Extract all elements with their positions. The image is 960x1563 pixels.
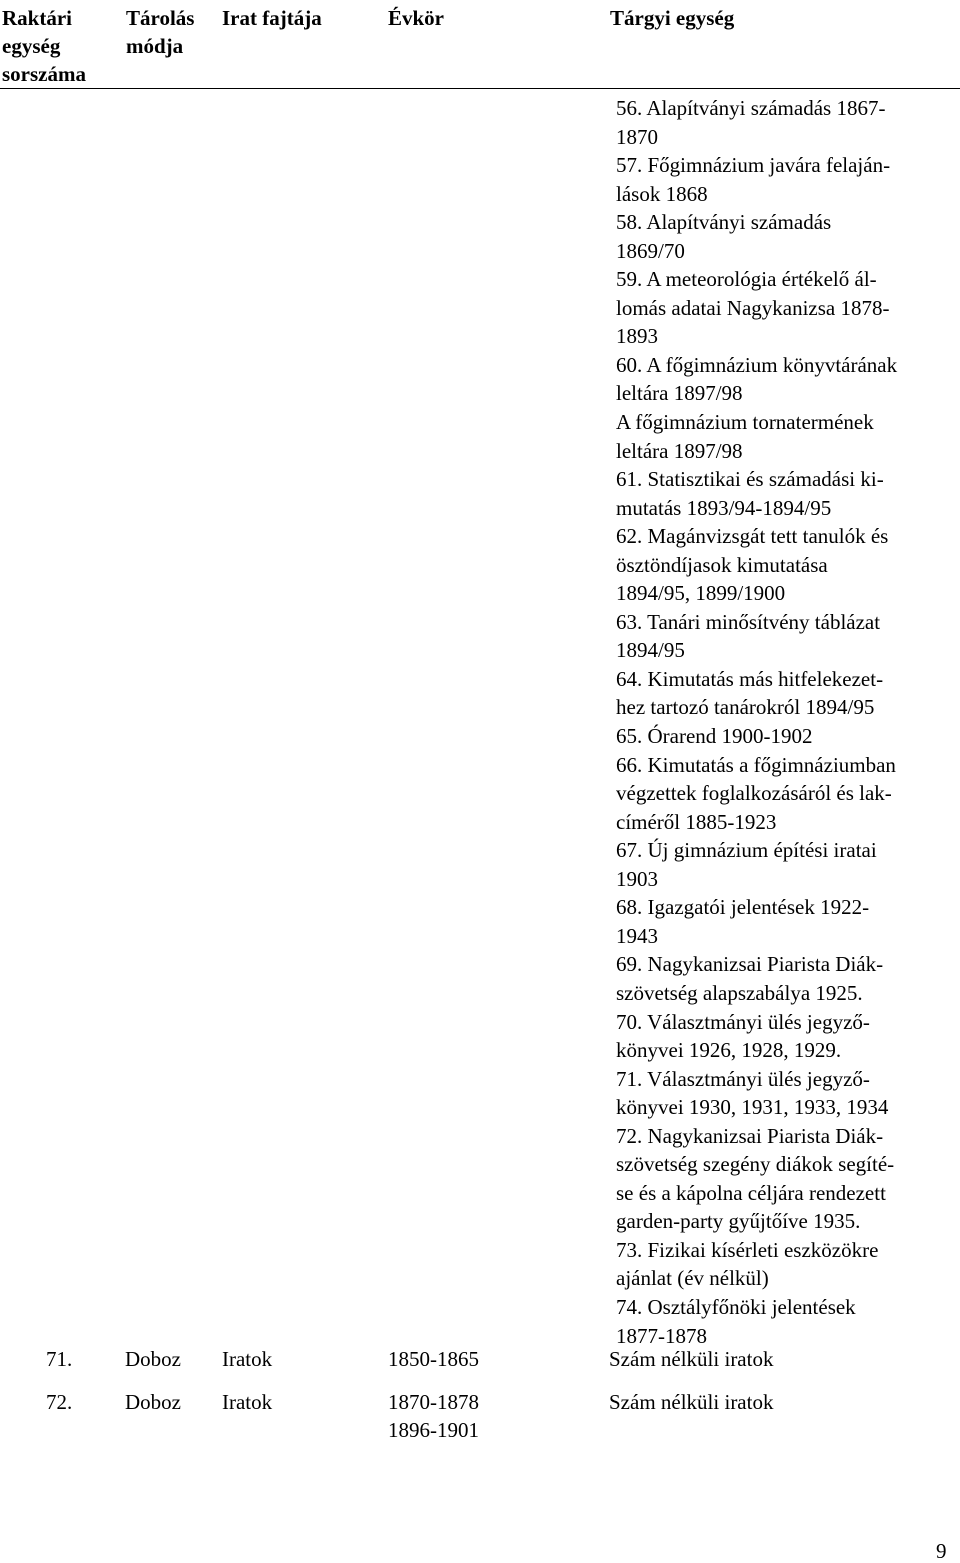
subject-item-line: címéről 1885-1923 (616, 809, 777, 834)
subject-item-line: 1903 (616, 866, 658, 891)
subject-item-line: 57. Főgimnázium javára felaján- (616, 153, 891, 178)
subject-item (616, 208, 956, 265)
subject-item-line: lások 1868 (616, 181, 708, 206)
header-raktari-line: egység (2, 34, 61, 58)
row-years (388, 1345, 479, 1373)
subject-item-line: végzettek foglalkozásáról és lak- (616, 781, 892, 806)
subject-item (616, 151, 956, 208)
subject-item-line: ösztöndíjasok kimutatása (616, 552, 828, 577)
row-type: Iratok (222, 1347, 273, 1371)
subject-item (616, 665, 956, 722)
header-tarolas (126, 4, 194, 60)
subject-item-line: lomás adatai Nagykanizsa 1878- (616, 295, 890, 320)
header-evkor: Évkör (388, 6, 445, 30)
subject-item-line: 70. Választmányi ülés jegyző- (616, 1009, 870, 1034)
subject-item-line: könyvei 1926, 1928, 1929. (616, 1038, 842, 1063)
subject-item-line: mutatás 1893/94-1894/95 (616, 495, 832, 520)
page-number: 9 (936, 1539, 947, 1563)
subject-item (616, 751, 956, 837)
subject-item (616, 1236, 956, 1293)
subject-item (616, 1293, 956, 1350)
subject-item-line: 66. Kimutatás a főgimnáziumban (616, 752, 896, 777)
subject-item (616, 950, 956, 1007)
row-subject: Szám nélküli iratok (609, 1347, 774, 1371)
subject-item-line: 63. Tanári minősítvény táblázat (616, 609, 881, 634)
subject-item (616, 893, 956, 950)
subject-item-line: 73. Fizikai kísérleti eszközökre (616, 1237, 879, 1262)
subject-item (616, 1122, 956, 1236)
subject-item-line: 72. Nagykanizsai Piarista Diák- (616, 1123, 884, 1148)
subject-item-line: 74. Osztályfőnöki jelentések (616, 1294, 856, 1319)
subject-item (616, 265, 956, 351)
header-irat-fajtaja: Irat fajtája (222, 6, 322, 30)
row-type: Iratok (222, 1390, 273, 1414)
row-storage: Doboz (125, 1390, 181, 1414)
header-tarolas-line: módja (126, 34, 184, 58)
subject-item (616, 722, 956, 751)
subject-item-line: 1869/70 (616, 238, 685, 263)
header-raktari (2, 4, 86, 88)
subject-item-line: 1894/95 (616, 638, 685, 663)
subject-item-line: 64. Kimutatás más hitfelekezet- (616, 666, 884, 691)
subject-item-line: 68. Igazgatói jelentések 1922- (616, 895, 870, 920)
row-storage: Doboz (125, 1347, 181, 1371)
subject-item-line: 1943 (616, 923, 658, 948)
header-tarolas-line: Tárolás (126, 6, 195, 30)
row-years (388, 1388, 479, 1444)
subject-item (616, 94, 956, 151)
subject-item-line: könyvei 1930, 1931, 1933, 1934 (616, 1095, 889, 1120)
subject-item (616, 836, 956, 893)
subject-item (616, 351, 956, 465)
subject-item-line: 58. Alapítványi számadás (616, 210, 832, 235)
subject-item-line: garden-party gyűjtőíve 1935. (616, 1209, 861, 1234)
subject-item-line: 60. A főgimnázium könyvtárának (616, 352, 898, 377)
subject-item-line: 69. Nagykanizsai Piarista Diák- (616, 952, 884, 977)
subject-item-line: 62. Magánvizsgát tett tanulók és (616, 524, 889, 549)
subject-item-line: szövetség szegény diákok segíté- (616, 1152, 895, 1177)
row-years-line: 1870-1878 (388, 1390, 479, 1414)
subject-item-line: 1870 (616, 124, 658, 149)
subject-item (616, 1008, 956, 1065)
subject-item-line: 1893 (616, 324, 658, 349)
subject-item-line: A főgimnázium tornatermének (616, 410, 874, 435)
subject-item-line: szövetség alapszabálya 1925. (616, 980, 863, 1005)
subject-item-line: se és a kápolna céljára rendezett (616, 1180, 886, 1205)
subject-item (616, 465, 956, 522)
subject-item-line: 61. Statisztikai és számadási ki- (616, 467, 884, 492)
subject-item (616, 1065, 956, 1122)
subject-item-line: leltára 1897/98 (616, 381, 743, 406)
subject-item-line: ajánlat (év nélkül) (616, 1266, 769, 1291)
subject-item (616, 522, 956, 608)
subject-item-line: 1877-1878 (616, 1323, 707, 1348)
subject-item-line: 65. Órarend 1900-1902 (616, 724, 813, 749)
header-divider (0, 88, 960, 89)
row-years-line: 1896-1901 (388, 1418, 479, 1442)
subject-item (616, 608, 956, 665)
row-years-line: 1850-1865 (388, 1347, 479, 1371)
subject-item-line: leltára 1897/98 (616, 438, 743, 463)
row-number: 71. (46, 1347, 73, 1371)
header-targyi-egyseg: Tárgyi egység (610, 6, 735, 30)
subject-list (616, 94, 956, 1350)
subject-item-line: 56. Alapítványi számadás 1867- (616, 96, 886, 120)
subject-item-line: 1894/95, 1899/1900 (616, 581, 786, 606)
subject-item-line: hez tartozó tanárokról 1894/95 (616, 695, 875, 720)
header-raktari-line: sorszáma (2, 62, 86, 86)
subject-item-line: 71. Választmányi ülés jegyző- (616, 1066, 870, 1091)
header-raktari-line: Raktári (2, 6, 72, 30)
row-subject: Szám nélküli iratok (609, 1390, 774, 1414)
subject-item-line: 59. A meteorológia értékelő ál- (616, 267, 877, 292)
row-number: 72. (46, 1390, 73, 1414)
subject-item-line: 67. Új gimnázium építési iratai (616, 838, 877, 863)
